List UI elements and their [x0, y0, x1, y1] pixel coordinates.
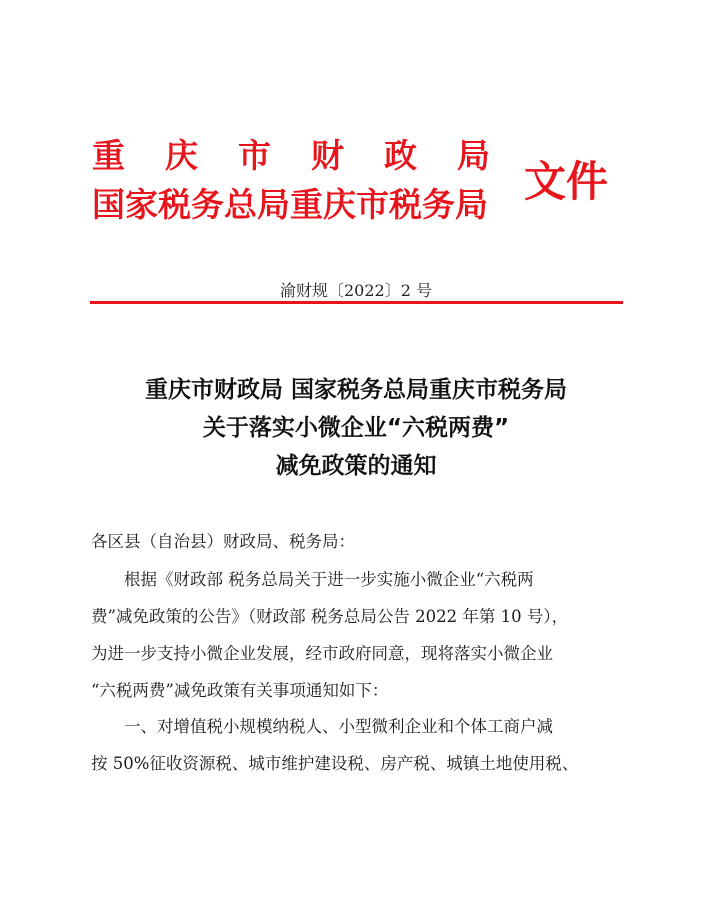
paragraph-1-line-2: 费”减免政策的公告》（财政部 税务总局公告 2022 年第 10 号），	[91, 607, 569, 626]
paragraph-1-line-3: 为进一步支持小微企业发展，经市政府同意，现将落实小微企业	[91, 644, 553, 663]
title-line-3: 减免政策的通知	[275, 453, 437, 479]
document-number: 渝财规〔2022〕2 号	[280, 281, 432, 300]
title-line-2: 关于落实小微企业“六税两费”	[202, 415, 510, 441]
document-type-label: 文件	[524, 157, 609, 206]
document-header	[92, 130, 632, 230]
paragraph-1-line-4: “六税两费”减免政策有关事项通知如下：	[91, 681, 389, 700]
paragraph-2-line-1: 一、对增值税小规模纳税人、小型微利企业和个体工商户减	[124, 717, 553, 736]
red-divider	[90, 301, 623, 304]
paragraph-1-line-1: 根据《财政部 税务总局关于进一步实施小微企业“六税两	[124, 570, 534, 589]
issuer-line-2: 国家税务总局重庆市税务局	[92, 185, 488, 224]
salutation: 各区县（自治县）财政局、税务局：	[91, 532, 355, 551]
paragraph-2-line-2: 按 50%征收资源税、城市维护建设税、房产税、城镇土地使用税、	[91, 754, 579, 773]
title-line-1: 重庆市财政局 国家税务总局重庆市税务局	[144, 377, 567, 403]
issuer-line-1: 重庆市财政局	[92, 136, 530, 175]
